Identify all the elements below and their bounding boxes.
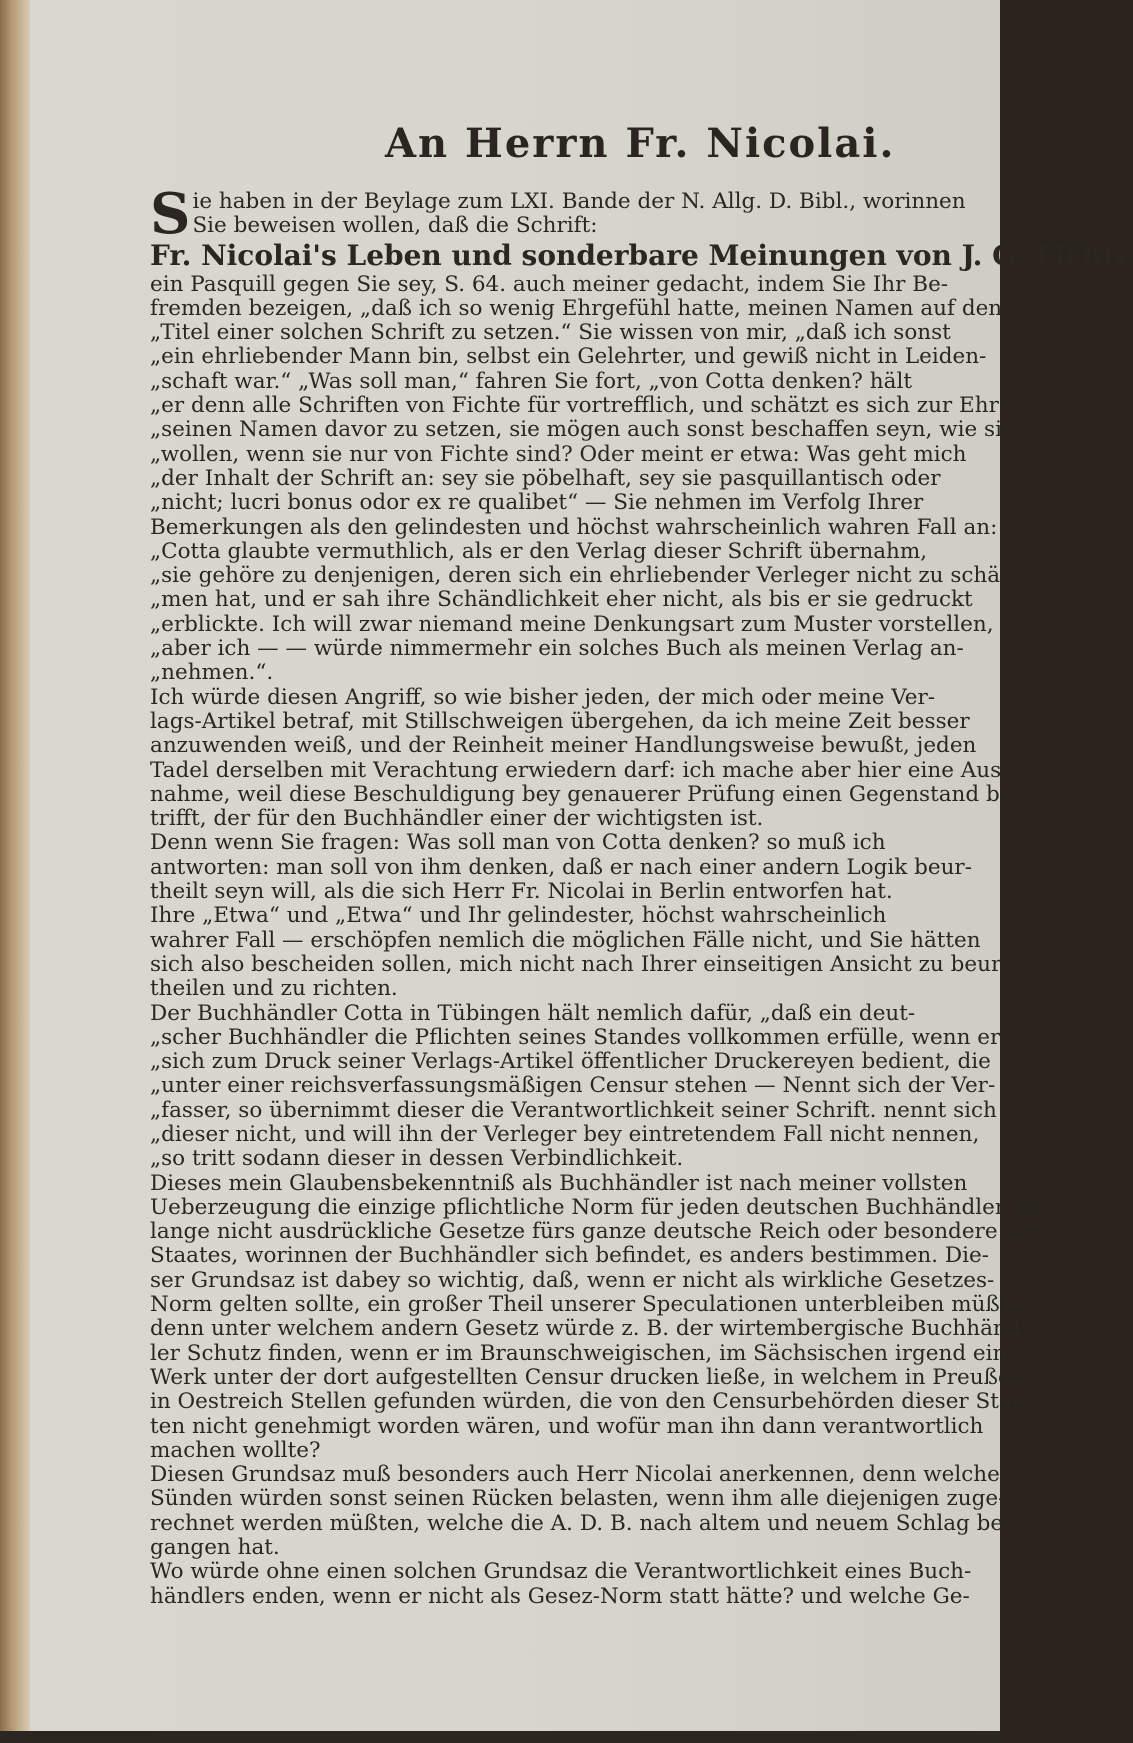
text-line: theilt seyn will, als die sich Herr Fr. Nicolai in Berlin entworfen hat. [150, 879, 893, 905]
text-line: „ein ehrliebender Mann bin, selbst ein Gelehrter, und gewiß nicht in Leiden- [150, 344, 987, 370]
text-line: Der Buchhändler Cotta in Tübingen hält nemlich dafür, „daß ein deut- [150, 1000, 916, 1026]
text-line: ler Schutz finden, wenn er im Braunschweigischen, im Sächsischen irgend ein [150, 1340, 1007, 1366]
text-line: Werk unter der dort aufgestellten Censur drucken ließe, in welchem in Preußen, [150, 1364, 1032, 1390]
text-line: ein Pasquill gegen Sie sey, S. 64. auch meiner gedacht, indem Sie Ihr Be- [150, 271, 949, 297]
text-line: „nicht; lucri bonus odor ex re qualibet“ — Sie nehmen im Verfolg Ihrer [150, 490, 924, 516]
text-line: machen wollte? [150, 1437, 321, 1463]
text-line: „erblickte. Ich will zwar niemand meine Denkungsart zum Muster vorstellen, [150, 611, 994, 637]
text-line: „men hat, und er sah ihre Schändlichkeit eher nicht, als bis er sie gedruckt [150, 587, 973, 613]
text-line: „sie gehöre zu denjenigen, deren sich ein ehrliebender Verleger nicht zu schä- [150, 563, 1008, 589]
text-line: Ich würde diesen Angriff, so wie bisher jeden, der mich oder meine Ver- [150, 684, 936, 710]
text-line: theilen und zu richten. [150, 976, 398, 1002]
text-line: in Oestreich Stellen gefunden würden, die von den Censurbehörden dieser Staa- [150, 1389, 1032, 1415]
text-line: „nehmen.“. [150, 660, 274, 686]
text-line: ser Grundsaz ist dabey so wichtig, daß, wenn er nicht als wirkliche Gesetzes- [150, 1267, 995, 1293]
text-line: „schaft war.“ „Was soll man,“ fahren Sie fort, „von Cotta denken? hält [150, 368, 912, 394]
text-line: „Cotta glaubte vermuthlich, als er den Verlag dieser Schrift übernahm, [150, 538, 928, 564]
text-line: „Titel einer solchen Schrift zu setzen.“ Sie wissen von mir, „daß ich sonst [150, 320, 951, 346]
text-line: Dieses mein Glaubensbekenntniß als Buchhändler ist nach meiner vollsten [150, 1170, 968, 1196]
text-line: „er denn alle Schriften von Fichte für vortrefflich, und schätzt es sich zur Ehre, [150, 393, 1019, 419]
text-line: „seinen Namen davor zu setzen, sie mögen auch sonst beschaffen seyn, wie sie [150, 417, 1015, 443]
text-line: Sie haben in der Beylage zum LXI. Bande der N. Allg. D. Bibl., worinnen [150, 181, 966, 247]
text-line: Sünden würden sonst seinen Rücken belasten, wenn ihm alle diejenigen zuge- [150, 1486, 1006, 1512]
text-line: „fasser, so übernimmt dieser die Verantwortlichkeit seiner Schrift. nennt sich [150, 1097, 997, 1123]
text-line: gangen hat. [150, 1535, 280, 1561]
text-line: Ueberzeugung die einzige pflichtliche Norm für jeden deutschen Buchhändler, so [150, 1194, 1041, 1220]
text-line: „der Inhalt der Schrift an: sey sie pöbelhaft, sey sie pasquillantisch oder [150, 465, 941, 491]
text-line: lags-Artikel betraf, mit Stillschweigen übergehen, da ich meine Zeit besser [150, 708, 970, 734]
text-line: Wo würde ohne einen solchen Grundsaz die Verantwortlichkeit eines Buch- [150, 1559, 972, 1585]
text-line: anzuwenden weiß, und der Reinheit meiner Handlungsweise bewußt, jeden [150, 733, 977, 759]
drop-cap: S [150, 181, 191, 247]
text-line: „so tritt sodann dieser in dessen Verbindlichkeit. [150, 1146, 684, 1172]
text-line: „sich zum Druck seiner Verlags-Artikel öffentlicher Druckereyen bedient, die [150, 1049, 991, 1075]
body-text [150, 181, 1133, 1609]
text-line: Tadel derselben mit Verachtung erwiedern darf: ich mache aber hier eine Aus- [150, 757, 1009, 783]
text-line: „dieser nicht, und will ihn der Verleger bey eintretendem Fall nicht nennen, [150, 1121, 980, 1147]
text-line: fremden bezeigen, „daß ich so wenig Ehrgefühl hatte, meinen Namen auf den [150, 295, 1003, 321]
text-line: Bemerkungen als den gelindesten und höchst wahrscheinlich wahren Fall an: [150, 514, 998, 540]
text-line: Denn wenn Sie fragen: Was soll man von Cotta denken? so muß ich [150, 830, 886, 856]
text-line: denn unter welchem andern Gesetz würde z. B. der wirtembergische Buchhänd- [150, 1316, 1028, 1342]
scan-bottom-edge [0, 1731, 1000, 1743]
text-line: Norm gelten sollte, ein großer Theil unserer Speculationen unterbleiben müßte; [150, 1292, 1029, 1318]
text-line: „unter einer reichsverfassungsmäßigen Censur stehen — Nennt sich der Ver- [150, 1073, 996, 1099]
text-line: lange nicht ausdrückliche Gesetze fürs ganze deutsche Reich oder besondere des [150, 1219, 1042, 1245]
text-line: nahme, weil diese Beschuldigung bey genauerer Prüfung einen Gegenstand be- [150, 781, 1020, 807]
text-line: händlers enden, wenn er nicht als Gesez-Norm statt hätte? und welche Ge- [150, 1583, 970, 1609]
text-line: antworten: man soll von ihm denken, daß er nach einer andern Logik beur- [150, 854, 972, 880]
cited-title-line: Fr. Nicolai's Leben und sonderbare Meinungen von J. G. Fichte [150, 238, 1133, 272]
text-line: wahrer Fall — erschöpfen nemlich die möglichen Fälle nicht, und Sie hätten [150, 927, 981, 953]
text-line: trifft, der für den Buchhändler einer der wichtigsten ist. [150, 806, 764, 832]
text-line: Diesen Grundsaz muß besonders auch Herr Nicolai anerkennen, denn welche [150, 1462, 1000, 1488]
text-line: Sie beweisen wollen, daß die Schrift: [192, 213, 598, 239]
text-line: Ihre „Etwa“ und „Etwa“ und Ihr gelindester, höchst wahrscheinlich [150, 903, 887, 929]
text-line: „aber ich — — würde nimmermehr ein solches Buch als meinen Verlag an- [150, 636, 964, 662]
text-line: sich also bescheiden sollen, mich nicht nach Ihrer einseitigen Ansicht zu beur- [150, 951, 1009, 977]
page-heading: An Herrn Fr. Nicolai. [385, 120, 896, 167]
text-line: Staates, worinnen der Buchhändler sich befindet, es anders bestimmen. Die- [150, 1243, 989, 1269]
text-line: ten nicht genehmigt worden wären, und wofür man ihn dann verantwortlich [150, 1413, 984, 1439]
text-line: „scher Buchhändler die Pflichten seines Standes vollkommen erfülle, wenn er [150, 1024, 1001, 1050]
text-line: „wollen, wenn sie nur von Fichte sind? Oder meint er etwa: Was geht mich [150, 441, 967, 467]
text-line: rechnet werden müßten, welche die A. D. B. nach altem und neuem Schlag be- [150, 1510, 1011, 1536]
book-gutter [0, 0, 30, 1743]
